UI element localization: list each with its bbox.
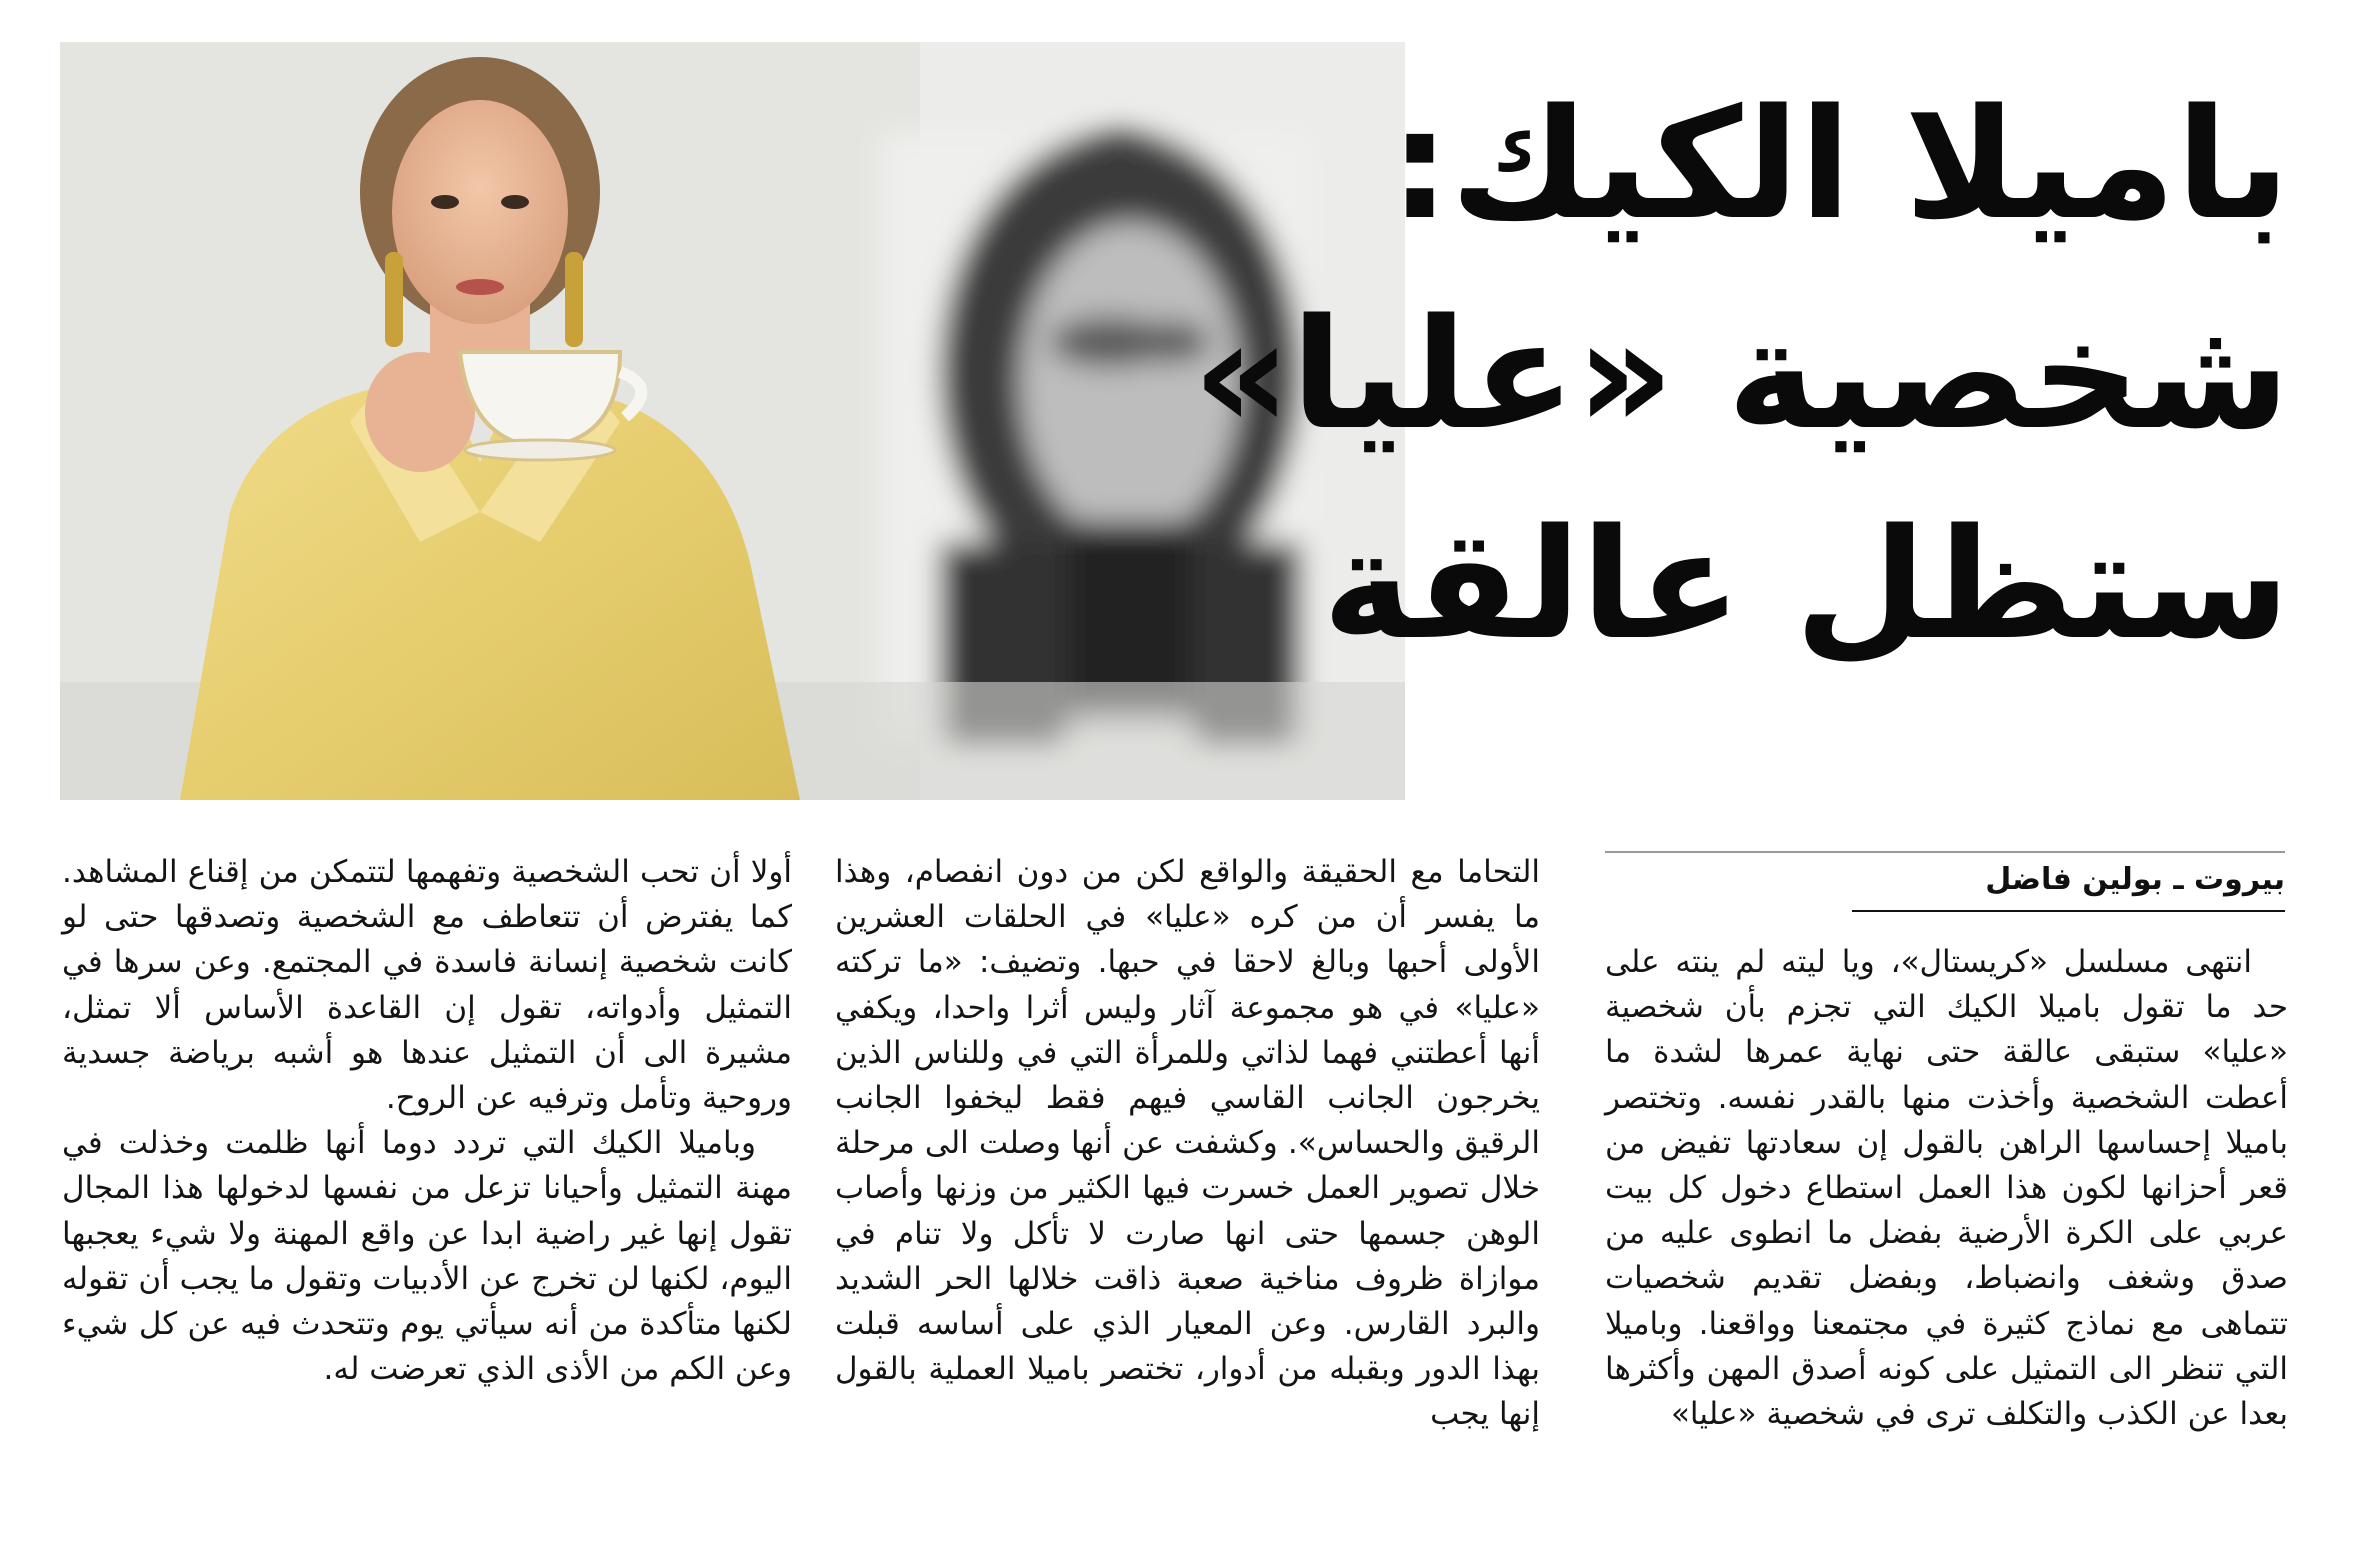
headline-line-3: ستظل عالقة	[1322, 496, 2290, 673]
article-column-3	[62, 850, 792, 1392]
byline-underline	[1852, 910, 2285, 912]
headline-line-1: باميلا الكيك:	[1389, 76, 2290, 253]
column-3-paragraph-2: وباميلا الكيك التي تردد دوما أنها ظلمت وخذلت في مهنة التمثيل وأحيانا تزعل من نفسها لدخولها هذا المجال تقول إنها غير راضية ابدا عن واقع المهنة ولا شيء يعجبها اليوم، لكنها لن تخرج عن الأدبيات وتقول ما يجب أن تقوله لكنها متأكدة من أنه سيأتي يوم وتتحدث فيه عن كل شيء وعن الكم من الأذى الذي تعرضت له.	[62, 1125, 792, 1388]
headline	[1192, 60, 2290, 690]
column-2-paragraph-1: التحاما مع الحقيقة والواقع لكن من دون انفصام، وهذا ما يفسر أن من كره «عليا» في الحلقات العشرين الأولى أحبها وبالغ لاحقا في حبها. وتضيف: «ما تركته «عليا» في هو مجموعة آثار وليس أثرا واحدا، ويكفي أنها أعطتني فهما لذاتي وللمرأة التي في وللناس الذين يخرجون الجانب القاسي فيهم فقط ليخفوا الجانب الرقيق والحساس». وكشفت عن أنها وصلت الى مرحلة خلال تصوير العمل خسرت فيها الكثير من وزنها وأصاب الوهن جسمها حتى انها صارت لا تأكل ولا تنام في موازاة ظروف مناخية صعبة ذاقت خلالها الحر الشديد والبرد القارس. وعن المعيار الذي على أساسه قبلت بهذا الدور وبقبله من أدوار، تختصر باميلا العملية بالقول إنها يجب	[835, 854, 1540, 1433]
article-column-2	[835, 850, 1540, 1438]
column-1-paragraph-1: انتهى مسلسل «كريستال»، ويا ليته لم ينته على حد ما تقول باميلا الكيك التي تجزم بأن شخصية «عليا» ستبقى عالقة حتى نهاية عمرها لشدة ما أعطت الشخصية وأخذت منها بالقدر نفسه. وتختصر باميلا إحساسها الراهن بالقول إن سعادتها تفيض من قعر أحزانها لكون هذا العمل استطاع دخول كل بيت عربي على الكرة الأرضية بفضل ما انطوى عليه من صدق وشغف وانضباط، وبفضل تقديم شخصيات تتماهى مع نماذج كثيرة في مجتمعنا وواقعنا. وباميلا التي تنظر الى التمثيل على كونه أصدق المهن وأكثرها بعدا عن الكذب والتكلف ترى في شخصية «عليا»	[1605, 944, 2288, 1433]
byline: بيروت ـ بولين فاضل	[1985, 862, 2285, 897]
column-3-paragraph-1: أولا أن تحب الشخصية وتفهمها لتتمكن من إقناع المشاهد. كما يفترض أن تتعاطف مع الشخصية وتصدقها حتى لو كانت شخصية إنسانة فاسدة في المجتمع. وعن سرها في التمثيل وأدواته، تقول إن القاعدة الأساس ألا تمثل، مشيرة الى أن التمثيل عندها هو أشبه برياضة جسدية وروحية وتأمل وترفيه عن الروح.	[62, 854, 792, 1117]
headline-line-2: شخصية «عليا»	[1192, 286, 2290, 463]
article-column-1	[1605, 940, 2288, 1437]
byline-divider	[1605, 851, 2285, 853]
